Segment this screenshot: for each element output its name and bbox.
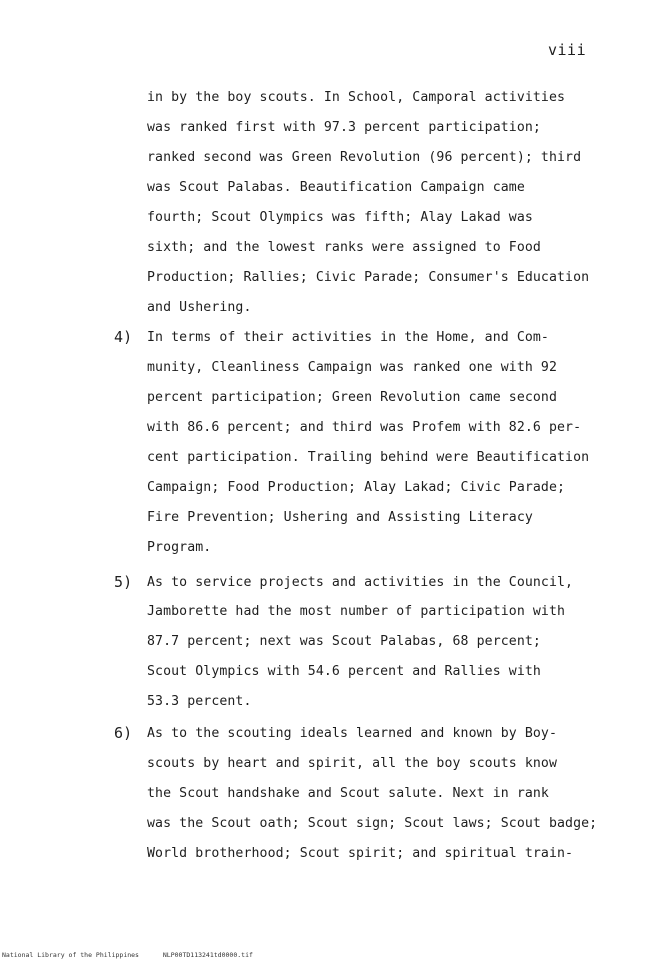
text-line: the Scout handshake and Scout salute. Next in rank	[147, 786, 549, 801]
text-line: cent participation. Trailing behind were Beautification	[147, 450, 590, 465]
text-line: percent participation; Green Revolution came second	[147, 390, 558, 405]
text-line: As to the scouting ideals learned and known by Boy-	[147, 726, 558, 741]
text-line: Program.	[147, 540, 212, 555]
text-line: As to service projects and activities in the Council,	[147, 575, 574, 590]
list-marker-5: 5)	[114, 573, 133, 591]
scan-footer	[2, 951, 253, 959]
list-marker-6: 6)	[114, 724, 133, 742]
text-line: Fire Prevention; Ushering and Assisting Literacy	[147, 510, 533, 525]
text-line: ranked second was Green Revolution (96 percent); third	[147, 150, 582, 165]
text-line: Campaign; Food Production; Alay Lakad; Civic Parade;	[147, 480, 566, 495]
text-line: sixth; and the lowest ranks were assigned to Food	[147, 240, 541, 255]
text-line: World brotherhood; Scout spirit; and spiritual train-	[147, 846, 574, 861]
text-line: was the Scout oath; Scout sign; Scout laws; Scout badge;	[147, 816, 598, 831]
text-line: with 86.6 percent; and third was Profem with 82.6 per-	[147, 420, 582, 435]
page-number: viii	[548, 41, 587, 59]
text-line: 53.3 percent.	[147, 694, 252, 709]
text-line: in by the boy scouts. In School, Camporal activities	[147, 90, 566, 105]
text-line: and Ushering.	[147, 300, 252, 315]
text-line: scouts by heart and spirit, all the boy scouts know	[147, 756, 558, 771]
text-line: was Scout Palabas. Beautification Campaign came	[147, 180, 525, 195]
list-marker-4: 4)	[114, 328, 133, 346]
text-line: fourth; Scout Olympics was fifth; Alay Lakad was	[147, 210, 533, 225]
scan-filename: NLP00TD113241td0000.tif	[162, 951, 253, 959]
text-line: Production; Rallies; Civic Parade; Consumer's Education	[147, 270, 590, 285]
text-line: Jamborette had the most number of participation with	[147, 604, 566, 619]
text-line: munity, Cleanliness Campaign was ranked one with 92	[147, 360, 558, 375]
library-credit: National Library of the Philippines	[2, 951, 139, 959]
text-line: 87.7 percent; next was Scout Palabas, 68 percent;	[147, 634, 541, 649]
text-line: Scout Olympics with 54.6 percent and Rallies with	[147, 664, 541, 679]
text-line: In terms of their activities in the Home, and Com-	[147, 330, 549, 345]
text-line: was ranked first with 97.3 percent participation;	[147, 120, 541, 135]
